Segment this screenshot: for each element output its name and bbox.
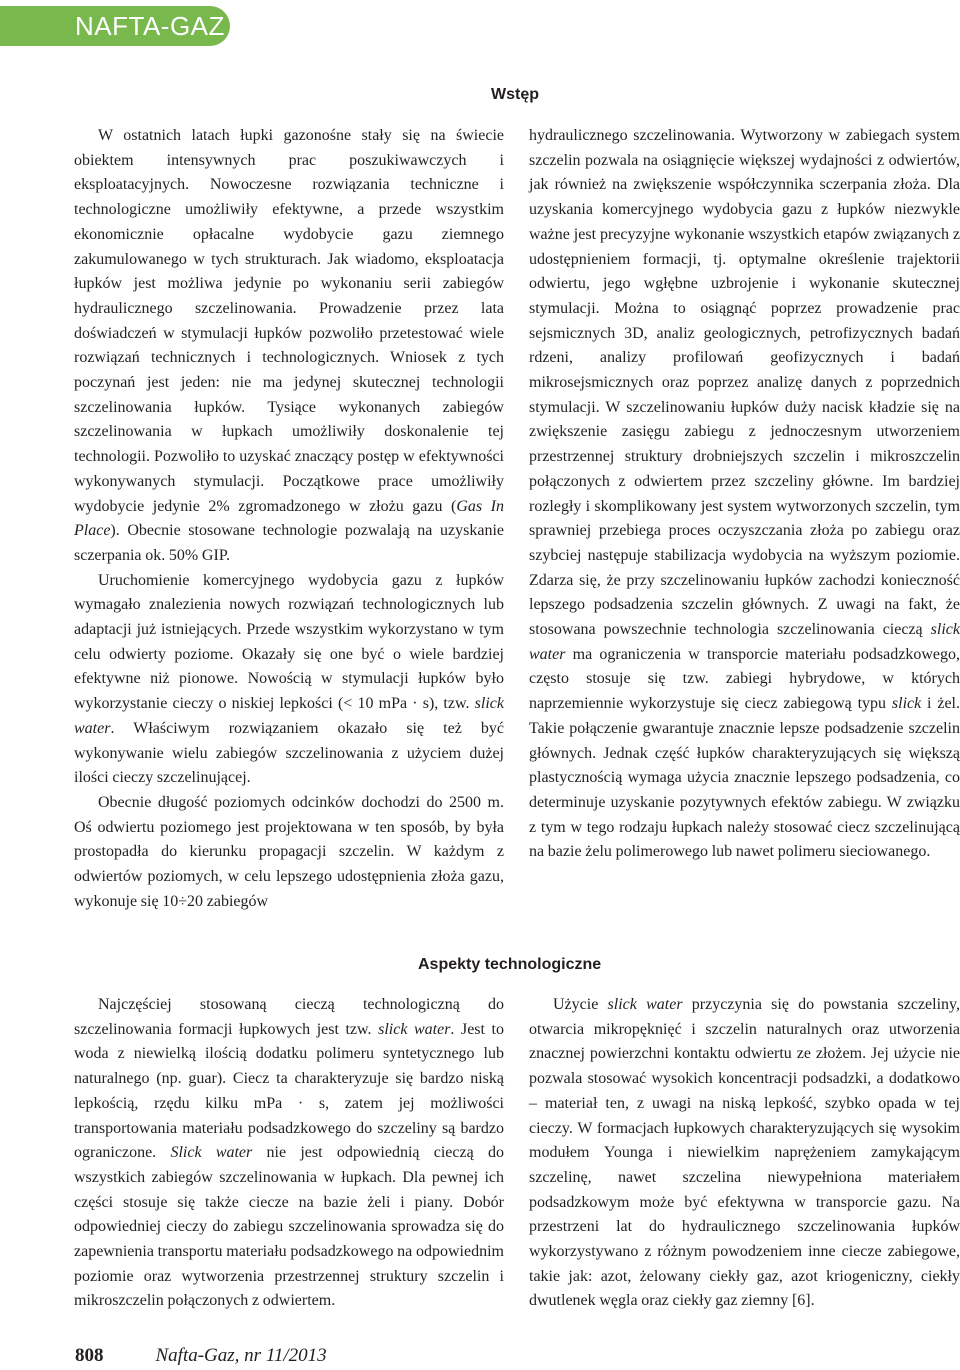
italic-term: slick water [529,621,960,663]
text-run: Uruchomienie komercyjnego wydobycia gazu z łupków wymagało znalezienia nowych rozwiązań technologicznych lub adaptacji już istniejących. Przede wszystkim wykorzystano w tym celu odwierty poziome. Okazały się one być o wiele bardziej efektywne niż pionowe. Nowością w stymulacji łupków było wykorzystanie cieczy o niskiej lepkości (< 10 mPa · s), tzw. [74,571,504,713]
italic-term: slick water [607,996,683,1013]
page-number: 808 [75,1345,104,1366]
page-footer [75,1345,327,1367]
paragraph [74,124,504,569]
italic-term: Slick water [170,1144,253,1162]
column-aspects-left [74,993,504,1314]
italic-term: slick [891,695,922,713]
text-run: i żel. Takie połączenie gwarantuje znacznie lepsze podsadzenie szczelin głównych. Jednak część łupków charakteryzujących się większą plastycznością wymaga użycia znacznie lepszego podsadzenia, co determinuje uzyskanie pozytywnych efektów zabiegu. W związku z tym w tego rodzaju łupkach należy stosować ciecz szczelinującą na bazie żelu polimerowego lub nawet polimeru sieciowanego. [529,695,960,861]
column-aspects-right [529,993,960,1314]
text-run: hydraulicznego szczelinowania. Wytworzony w zabiegach system szczelin pozwala na osiągnięcie większej wydajności z odwiertów, jak również na zwiększenie współczynnika sczerpania złoża. Dla uzyskania komercyjnego wydobycia gazu z łupków niezwykle ważne jest precyzyjne wykonanie wszystkich etapów związanych z udostępnieniem formacji, tj. optymalne określenie trajektorii odwiertu, jego wgłębne uzbrojenie i wykonanie skutecznej stymulacji. Można to osiągnąć poprzez prowadzenie prac sejsmicznych 3D, analiz geologicznych, petrofizycznych badań rdzeni, analizy profilowań geofizycznych i badań mikrosejsmicznych oraz poprzez analizę danych z poprzednich stymulacji. W szczelinowaniu łupków duży nacisk kładzie się na zwiększenie zasięgu zabiegu z jednoczesnym utworzeniem przestrzennej struktury drobniejszych szczelin i mikroszczelin połączonych z odwiertem przez szczeliny główne. Im bardziej rozległy i skomplikowany jest system wytworzonych szczelin, tym sprawniej przebiega proces oczyszczania złoża po zabiegu oraz szybciej następuje stabilizacja wydobycia na wyższym poziomie. Zdarza się, że przy szczelinowaniu łupków zachodzi konieczność lepszego podsadzenia szczelin głównych. Z uwagi na fakt, że stosowana powszechnie technologia szczelinowania cieczą [529,127,960,639]
italic-term: Gas In Place [74,497,504,540]
italic-term: slick water [378,1020,451,1038]
text-run: Użycie [553,996,608,1013]
paragraph [529,124,960,865]
paragraph [74,569,504,791]
text-run: ). Obecnie stosowane technologie pozwalają na uzyskanie sczerpania ok. 50% GIP. [74,522,504,564]
paragraph [74,993,504,1314]
section-heading-aspects: Aspekty technologiczne [418,956,602,973]
text-run: . Właściwym rozwiązaniem okazało się też być wykonywanie wielu zabiegów szczelinowania z użyciem dużej ilości cieczy szczelinującej. [74,719,504,787]
text-run: nie jest odpowiednią cieczą do wszystkich zabiegów szczelinowania w łupkach. Dla pewnej ich części stosuje się także ciecze na bazie żeli i piany. Dobór odpowiedniej cieczy do zabiegu szczelinowania sprowadza się do zapewnienia transportu materiału podsadzkowego na odpowiednim poziomie oraz wytworzenia przestrzennej struktury szczelin i mikroszczelin połączonych z odwiertem. [74,1144,504,1310]
text-run: . Jest to woda z niewielką ilością dodatku polimeru syntetycznego lub naturalnego (np. guar). Ciecz ta charakteryzuje się bardzo niską lepkością, rzędu kilku mPa · s, zatem jej możliwości transportowania materiału podsadzkowego do szczeliny są bardzo ograniczone. [74,1020,504,1162]
journal-issue: Nafta-Gaz, nr 11/2013 [155,1345,327,1366]
text-run: W ostatnich latach łupki gazonośne stały się na świecie obiektem intensywnych prac poszukiwawczych i eksploatacyjnych. Nowoczesne rozwiązania techniczne i technologiczne umożliwiły efektywne, a przede wszystkim ekonomicznie opłacalne wydobycie gazu ziemnego zakumulowanego w tych strukturach. Jak wiadomo, eksploatacja łupków jest możliwa jedynie po wykonaniu serii zabiegów hydraulicznego szczelinowania. Prowadzenie przez lata doświadczeń w stymulacji łupków pozwoliło przetestować wiele rozwiązań technicznych i technologicznych. Wniosek z tych poczynań jest jeden: nie ma jedynej skutecznej technologii szczelinowania łupków. Tysiące wykonanych zabiegów szczelinowania w łupkach umożliwiły doskonalenie tej technologii. Pozwoliło to uzyskać znaczący postęp w efektywności wykonywanych stymulacji. Początkowe prace umożliwiły wydobycie jedynie 2% zgromadzonego w złożu gazu ( [74,127,504,515]
column-intro-right [529,124,960,865]
column-intro-left [74,124,504,915]
paragraph: Obecnie długość poziomych odcinków dochodzi do 2500 m. Oś odwiertu poziomego jest projektowana w ten sposób, by była prostopadła do kierunku propagacji szczelin. W każdym z odwiertów poziomych, w celu lepszego udostępnienia złoża gazu, wykonuje się 10÷20 zabiegów [74,793,504,910]
section-heading-intro: Wstęp [491,86,539,103]
paragraph [529,993,960,1314]
journal-title-tab: NAFTA-GAZ [0,6,230,46]
text-run: ma ograniczenia w transporcie materiału podsadzkowego, często stosuje się tzw. zabiegi hybrydowe, w których naprzemiennie wykorzystuje się ciecz zabiegową typu [529,645,960,713]
text-run: Najczęściej stosowaną cieczą technologiczną do szczelinowania formacji łupkowych jest tzw. [74,996,504,1038]
italic-term: slick water [74,695,504,737]
text-run: przyczynia się do powstania szczeliny, otwarcia mikropęknięć i szczelin naturalnych oraz utworzenia znacznej powierzchni kontaktu odwiertu ze złożem. Jej użycie nie pozwala stosować wysokich koncentracji podsadzki, a dodatkowo – materiał ten, z uwagi na niską lepkość, szybko opada w tej cieczy. W formacjach łupkowych charakteryzujących się wysokim modułem Younga i niewielkim naprężeniem zamykającym szczelinę, nawet szczelina niewypełniona materiałem podsadzkowym może być efektywna w transporcie gazu. Na przestrzeni lat do hydraulicznego szczelinowania łupków wykorzystywano z różnym powodzeniem inne ciecze zabiegowe, takie jak: azot, żelowany ciekły gaz, azot kriogeniczny, ciekły dwutlenek węgla oraz ciekły gaz ziemny [6]. [529,996,960,1310]
